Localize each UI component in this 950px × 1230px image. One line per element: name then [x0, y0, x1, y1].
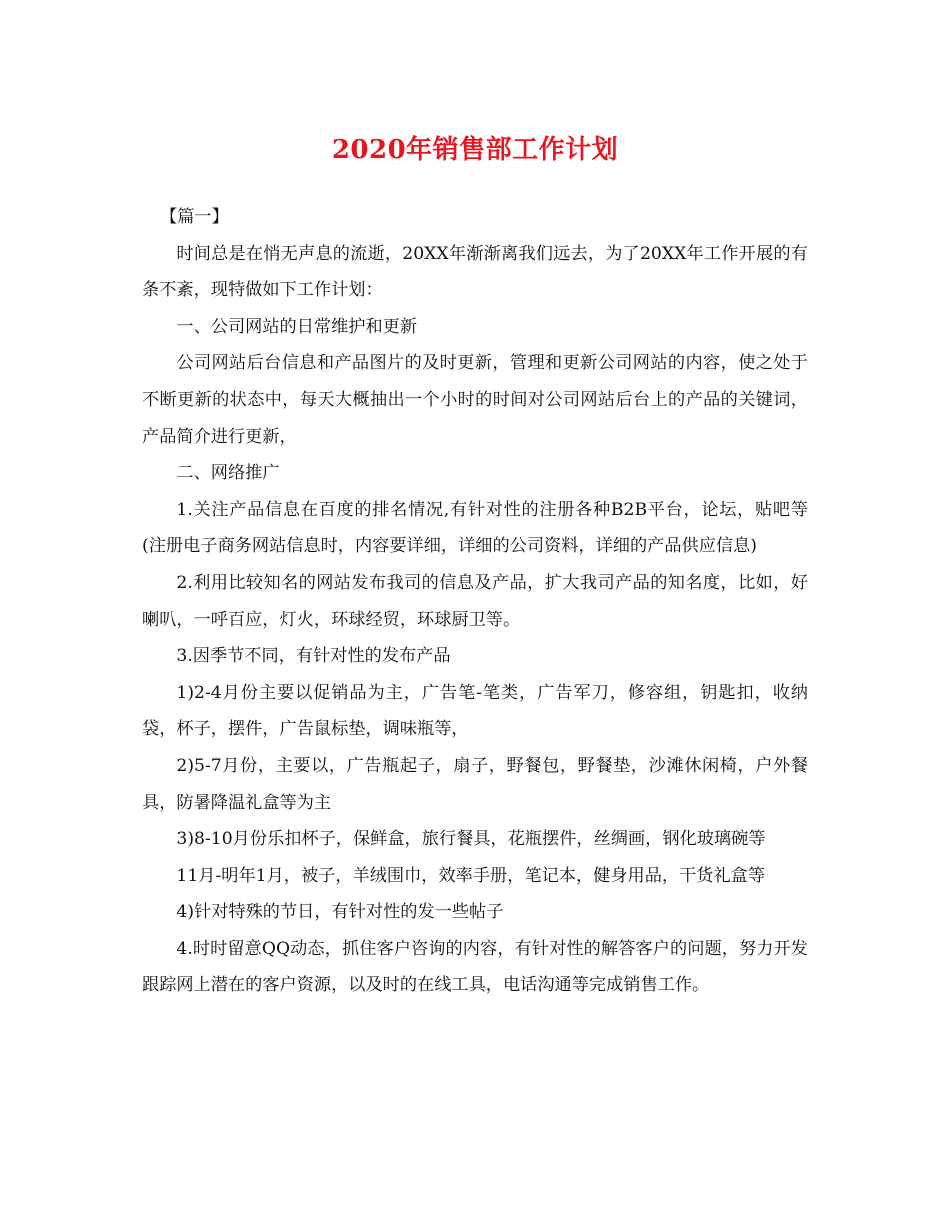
section-heading: 二、网络推广	[176, 463, 280, 484]
sub-list-item: 1)2-4月份主要以促销品为主，广告笔-笔类，广告军刀，修容组，钥匙扣，收纳袋，杯子，摆件，广告鼠标垫，调味瓶等，	[142, 682, 808, 740]
list-item: 3.因季节不同，有针对性的发布产品	[176, 646, 451, 667]
sub-list-item: 3)8-10月份乐扣杯子，保鲜盒，旅行餐具，花瓶摆件，丝绸画，钢化玻璃碗等	[176, 829, 766, 850]
intro-paragraph: 时间总是在悄无声息的流逝，20XX年渐渐离我们远去，为了20XX年工作开展的有条不紊，现特做如下工作计划：	[142, 243, 808, 301]
sub-list-item: 11月-明年1月，被子，羊绒围巾，效率手册，笔记本，健身用品，干货礼盒等	[176, 865, 766, 886]
document-body	[142, 199, 808, 1004]
section-heading: 一、公司网站的日常维护和更新	[176, 316, 418, 337]
document-title: 2020年销售部工作计划	[331, 135, 619, 165]
list-item: 4.时时留意QQ动态，抓住客户咨询的内容，有针对性的解答客户的问题，努力开发跟踪网上潜在的客户资源，以及时的在线工具，电话沟通等完成销售工作。	[142, 938, 808, 996]
sub-list-item: 2)5-7月份，主要以，广告瓶起子，扇子，野餐包，野餐垫，沙滩休闲椅，户外餐具，防暑降温礼盒等为主	[142, 755, 808, 813]
sub-list-item: 4)针对特殊的节日，有针对性的发一些帖子	[176, 902, 504, 923]
section-marker: 【篇一】	[160, 207, 229, 227]
list-item: 1.关注产品信息在百度的排名情况,有针对性的注册各种B2B平台，论坛，贴吧等(注册电子商务网站信息时，内容要详细，详细的公司资料，详细的产品供应信息)	[142, 499, 808, 557]
list-item: 2.利用比较知名的网站发布我司的信息及产品，扩大我司产品的知名度，比如，好喇叭，一呼百应，灯火，环球经贸，环球厨卫等。	[142, 572, 808, 630]
paragraph: 公司网站后台信息和产品图片的及时更新，管理和更新公司网站的内容，使之处于不断更新的状态中，每天大概抽出一个小时的时间对公司网站后台上的产品的关键词，产品简介进行更新，	[142, 353, 808, 447]
